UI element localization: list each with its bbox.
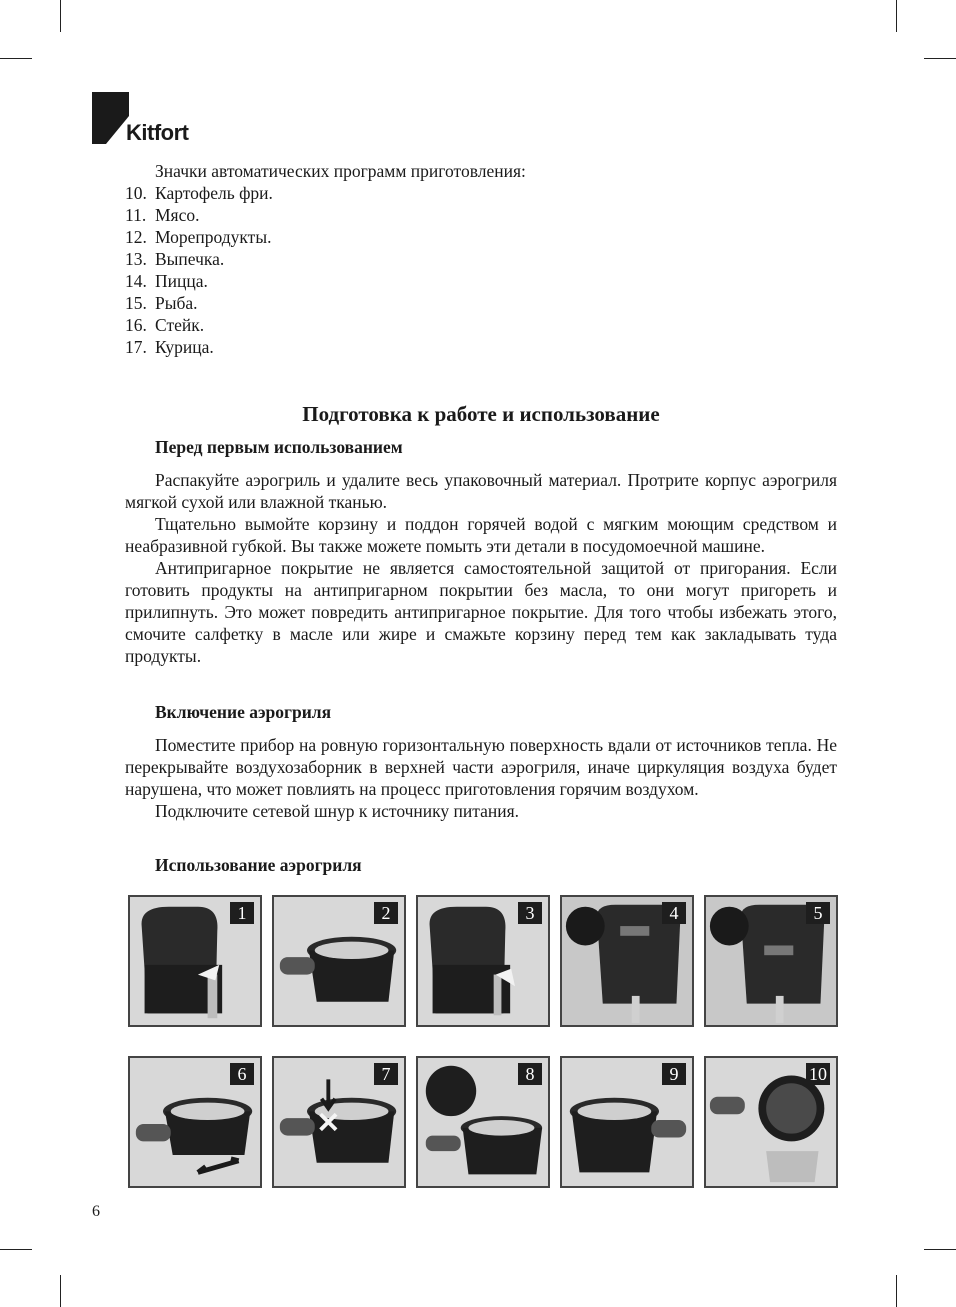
figure-number: 6 <box>230 1063 254 1085</box>
power-on-heading: Включение аэрогриля <box>155 702 332 722</box>
figure-2 <box>272 895 406 1027</box>
figure-number: 4 <box>662 902 686 924</box>
brand-logo <box>92 92 212 144</box>
figure-8 <box>416 1056 550 1188</box>
paragraph: Антипригарное покрытие не является самостоятельной защитой от пригорания. Если готовить продукты на антипригарном покрытии без масла, то они могут пригореть и прилипнуть. Это может повредить антипригарное покрытие. Для того чтобы избежать этого, смочите салфетку в масле или жире и смажьте корзину перед тем как закладывать туда продукты. <box>125 558 837 666</box>
paragraph: Тщательно вымойте корзину и поддон горячей водой с мягким моющим средством и неабразивной губкой. Вы также можете помыть эти детали в посудомоечной машине. <box>125 514 837 556</box>
figure-number: 9 <box>662 1063 686 1085</box>
figure-number: 2 <box>374 902 398 924</box>
crop-mark <box>0 58 32 59</box>
section-title: Подготовка к работе и использование <box>302 402 660 426</box>
usage-heading: Использование аэрогриля <box>155 855 362 875</box>
programs-intro: Значки автоматических программ приготовления: <box>155 161 526 181</box>
first-use-text <box>125 469 837 667</box>
paragraph: Распакуйте аэрогриль и удалите весь упаковочный материал. Протрите корпус аэрогриля мягкой сухой или влажной тканью. <box>125 470 837 512</box>
figure-10 <box>704 1056 838 1188</box>
crop-mark <box>60 0 61 32</box>
paragraph: Подключите сетевой шнур к источнику питания. <box>155 801 520 821</box>
programs-list <box>125 182 273 358</box>
crop-mark <box>924 1249 956 1250</box>
page-number: 6 <box>92 1203 100 1220</box>
figure-number: 1 <box>230 902 254 924</box>
figure-4 <box>560 895 694 1027</box>
crop-mark <box>896 1275 897 1307</box>
list-item: 13. Выпечка. <box>125 249 225 269</box>
power-on-text <box>125 734 837 822</box>
figure-number: 3 <box>518 902 542 924</box>
crop-mark <box>924 58 956 59</box>
list-item: 12. Морепродукты. <box>125 227 272 247</box>
figure-number: 8 <box>518 1063 542 1085</box>
figure-row-1 <box>128 895 838 1031</box>
figure-row-2 <box>128 1056 838 1192</box>
figure-6 <box>128 1056 262 1188</box>
paragraph: Поместите прибор на ровную горизонтальную поверхность вдали от источников тепла. Не перекрывайте воздухозаборник в верхней части аэрогриля, иначе циркуляция воздуха будет нарушена, что может повлиять на процесс приготовления горячим воздухом. <box>125 735 837 799</box>
figure-1 <box>128 895 262 1027</box>
crop-mark <box>0 1249 32 1250</box>
list-item: 14. Пицца. <box>125 271 208 291</box>
figure-number: 10 <box>806 1063 830 1085</box>
logo-icon <box>92 92 129 144</box>
list-item: 16. Стейк. <box>125 315 205 335</box>
list-item: 15. Рыба. <box>125 293 198 313</box>
figure-5 <box>704 895 838 1027</box>
figure-number: 5 <box>806 902 830 924</box>
first-use-heading: Перед первым использованием <box>155 437 403 457</box>
crop-mark <box>896 0 897 32</box>
list-item: 11. Мясо. <box>125 205 200 225</box>
figure-9 <box>560 1056 694 1188</box>
crop-mark <box>60 1275 61 1307</box>
list-item: 17. Курица. <box>125 337 214 357</box>
brand-name: Kitfort <box>126 120 189 145</box>
figure-3 <box>416 895 550 1027</box>
figure-7 <box>272 1056 406 1188</box>
figure-number: 7 <box>374 1063 398 1085</box>
list-item: 10. Картофель фри. <box>125 183 273 203</box>
